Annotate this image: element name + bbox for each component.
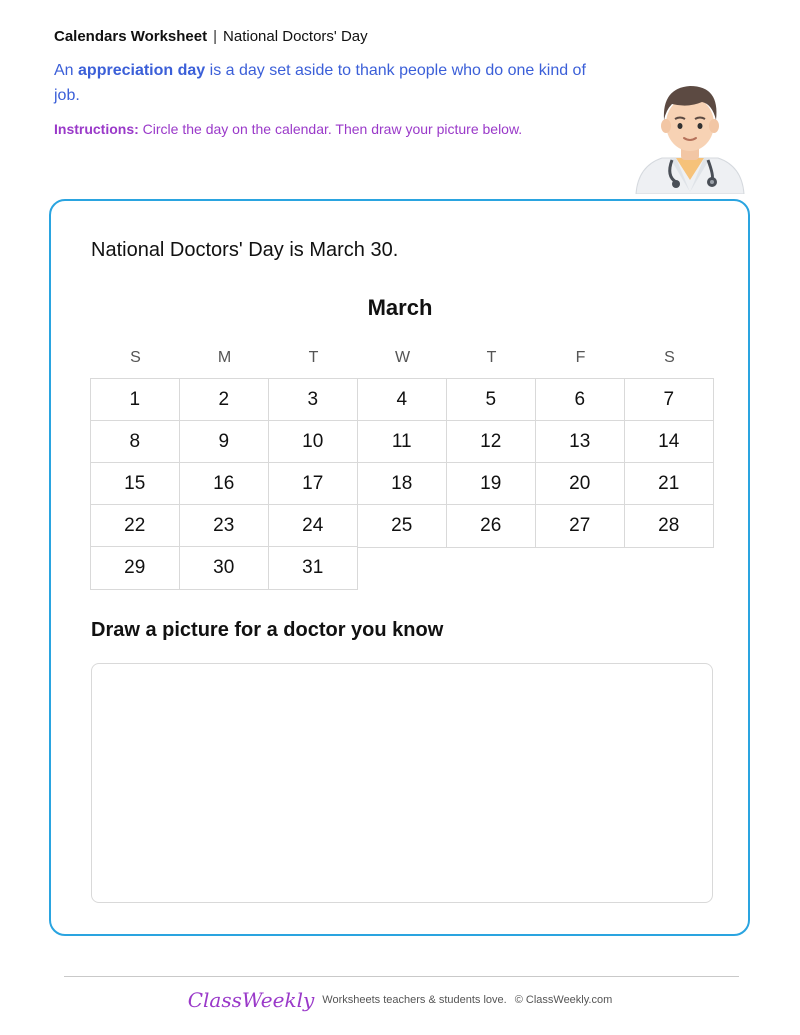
weekday-sun: S	[130, 349, 141, 366]
calendar-day[interactable]: 25	[357, 504, 448, 548]
calendar-day[interactable]: 6	[535, 378, 626, 422]
calendar-day[interactable]: 23	[179, 504, 270, 548]
weekday-fri: F	[575, 349, 586, 366]
calendar-day[interactable]: 17	[268, 462, 359, 506]
calendar-day[interactable]: 5	[446, 378, 537, 422]
calendar-day[interactable]: 14	[624, 420, 715, 464]
drawing-area[interactable]	[91, 663, 713, 903]
weekday-mon: M	[217, 349, 232, 366]
instructions-label: Instructions:	[54, 121, 139, 137]
weekday-sat: S	[664, 349, 675, 366]
calendar-day[interactable]: 29	[90, 546, 181, 590]
calendar-grid	[91, 378, 715, 588]
calendar-day[interactable]: 16	[179, 462, 270, 506]
weekday-thu: T	[486, 349, 497, 366]
calendar-day[interactable]: 31	[268, 546, 359, 590]
doctor-icon	[632, 80, 748, 194]
calendar-day[interactable]: 24	[268, 504, 359, 548]
weekday-tue: T	[308, 349, 319, 366]
doctors-day-sentence: National Doctors' Day is March 30.	[91, 239, 399, 261]
calendar-day[interactable]: 15	[90, 462, 181, 506]
calendar-day[interactable]: 7	[624, 378, 715, 422]
worksheet-topic: National Doctors' Day	[223, 28, 368, 45]
calendar-month-title: March	[367, 295, 433, 320]
footer-divider	[64, 976, 739, 977]
worksheet-card	[49, 199, 750, 936]
calendar-day[interactable]: 21	[624, 462, 715, 506]
instructions-text: Circle the day on the calendar. Then draw your picture below.	[142, 121, 523, 137]
calendar-day[interactable]: 19	[446, 462, 537, 506]
calendar-day[interactable]: 30	[179, 546, 270, 590]
definition-text	[54, 58, 614, 108]
calendar-day[interactable]: 18	[357, 462, 448, 506]
calendar-day[interactable]: 4	[357, 378, 448, 422]
definition-rest: is a day set aside to thank people who do one kind of job.	[54, 62, 586, 104]
title-separator: |	[213, 28, 218, 45]
calendar-day[interactable]: 8	[90, 420, 181, 464]
calendar-day[interactable]: 12	[446, 420, 537, 464]
definition-lead: An	[54, 62, 74, 79]
calendar-weekday-row	[91, 349, 713, 367]
calendar-day[interactable]: 11	[357, 420, 448, 464]
calendar-day[interactable]: 3	[268, 378, 359, 422]
calendar-day[interactable]: 28	[624, 504, 715, 548]
calendar-day[interactable]: 13	[535, 420, 626, 464]
footer	[0, 988, 800, 1012]
weekday-wed: W	[394, 349, 411, 366]
definition-term: appreciation day	[78, 62, 206, 79]
footer-copyright: © ClassWeekly.com	[514, 994, 613, 1006]
calendar-day[interactable]: 27	[535, 504, 626, 548]
calendar-day[interactable]: 9	[179, 420, 270, 464]
footer-tagline: Worksheets teachers & students love.	[322, 994, 507, 1006]
classweekly-logo: ClassWeekly	[187, 988, 315, 1012]
calendar-day[interactable]: 20	[535, 462, 626, 506]
worksheet-title	[54, 27, 614, 47]
calendar-day[interactable]: 26	[446, 504, 537, 548]
instructions	[54, 120, 614, 138]
worksheet-header	[54, 27, 614, 138]
draw-heading: Draw a picture for a doctor you know	[91, 619, 444, 641]
calendar-day[interactable]: 22	[90, 504, 181, 548]
worksheet-label: Calendars Worksheet	[54, 28, 208, 45]
calendar-day[interactable]: 1	[90, 378, 181, 422]
calendar-day[interactable]: 10	[268, 420, 359, 464]
doctor-illustration	[632, 80, 748, 194]
calendar-day[interactable]: 2	[179, 378, 270, 422]
